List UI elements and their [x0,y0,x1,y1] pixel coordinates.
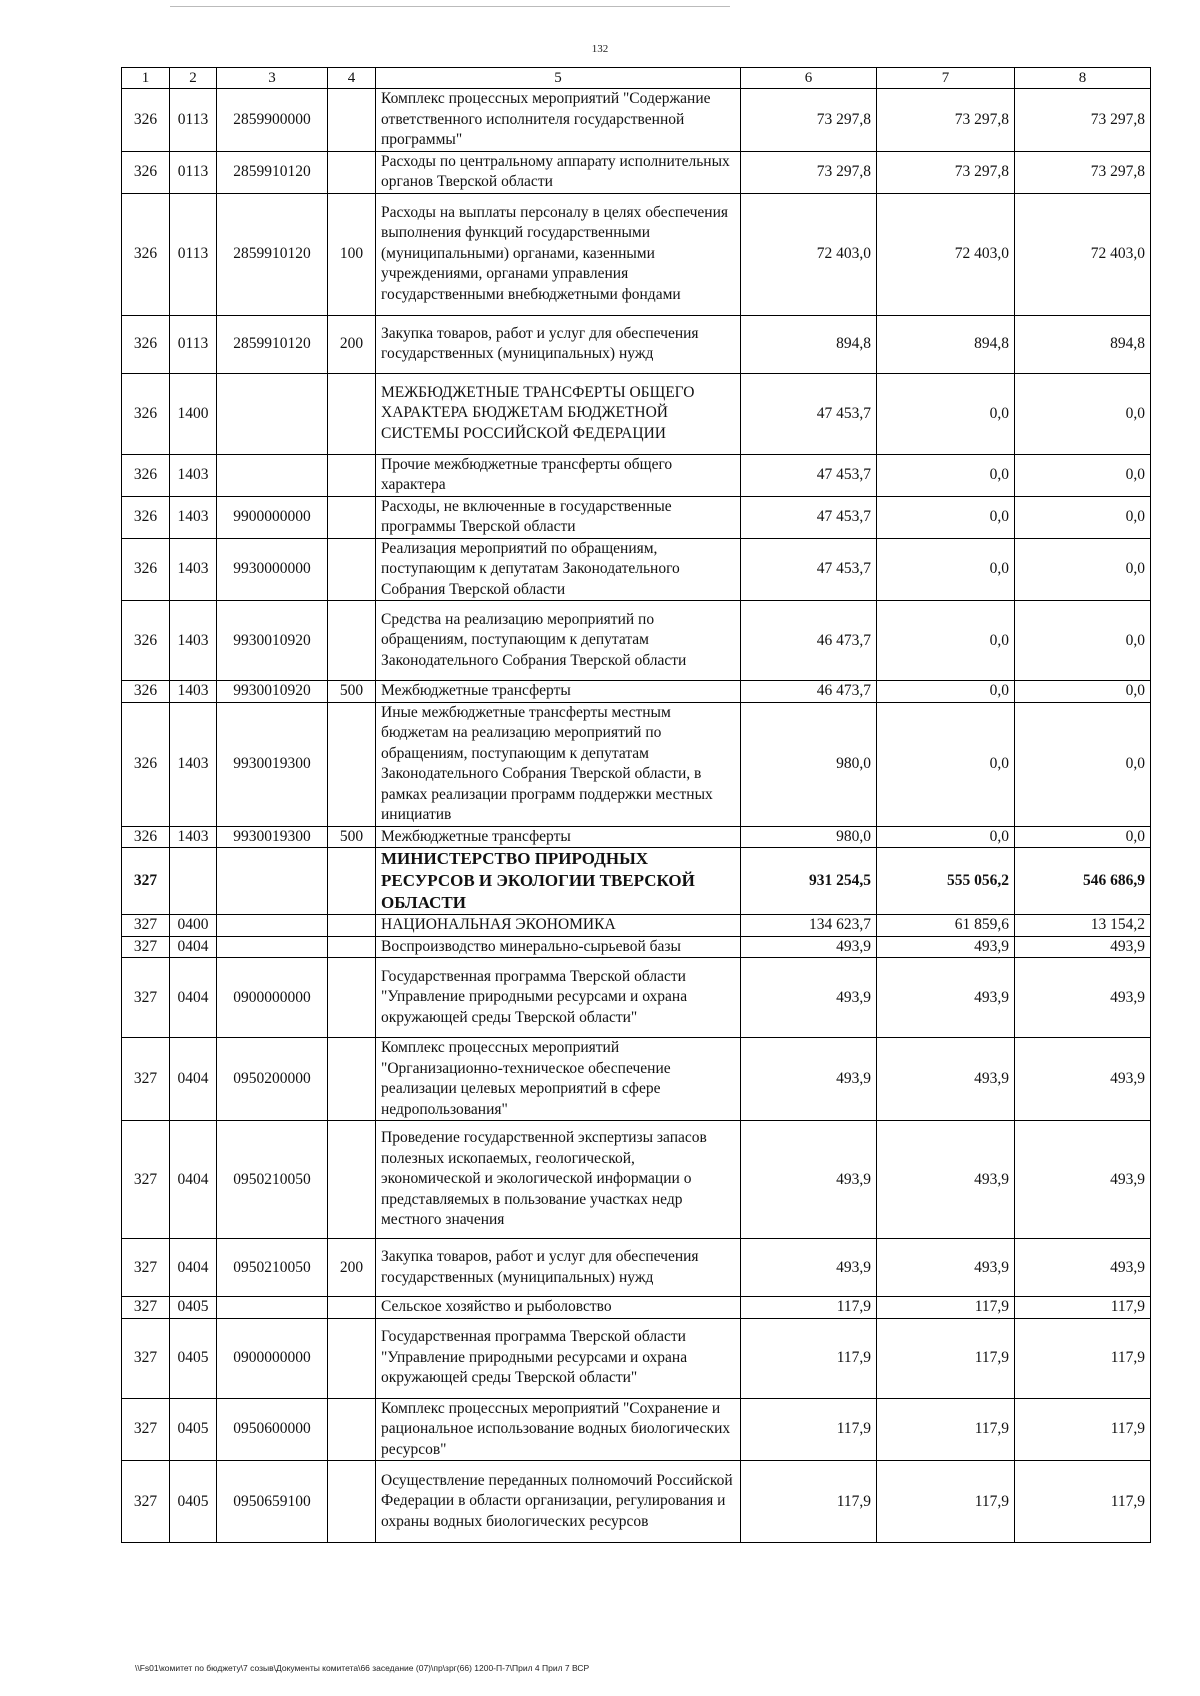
admin-code-cell: 326 [122,454,170,496]
table-row [122,848,1151,915]
section-code-cell: 0405 [170,1318,217,1398]
amount-col8-cell: 72 403,0 [1015,193,1151,315]
expense-type-cell [328,1038,376,1121]
description-cell: Государственная программа Тверской области "Управление природными ресурсами и охрана окружающей среды Тверской области" [376,958,741,1038]
amount-col6-cell: 47 453,7 [741,538,877,601]
file-path-footer: \\Fs01\комитет по бюджету\7 созыв\Документы комитета\66 заседание (07)\пр\зрг(66) 1200-П-7\Прил 4 Прил 7 ВСР [135,1663,590,1673]
amount-col8-cell: 0,0 [1015,601,1151,681]
section-code-cell: 0113 [170,315,217,373]
expense-type-cell [328,702,376,826]
column-header: 1 [122,68,170,89]
amount-col6-cell: 493,9 [741,1121,877,1239]
section-code-cell: 1403 [170,826,217,848]
section-code-cell: 0404 [170,958,217,1038]
amount-col8-cell: 0,0 [1015,538,1151,601]
amount-col7-cell: 0,0 [877,681,1015,703]
amount-col7-cell: 0,0 [877,373,1015,454]
amount-col8-cell: 117,9 [1015,1297,1151,1319]
amount-col8-cell: 546 686,9 [1015,848,1151,915]
admin-code-cell: 326 [122,601,170,681]
amount-col7-cell: 0,0 [877,496,1015,538]
expense-type-cell [328,915,376,937]
admin-code-cell: 327 [122,1297,170,1319]
column-number-row [122,68,1151,89]
description-cell: Реализация мероприятий по обращениям, поступающим к депутатам Законодательного Собрания Тверской области [376,538,741,601]
section-code-cell: 0113 [170,193,217,315]
amount-col7-cell: 0,0 [877,702,1015,826]
description-cell: Осуществление переданных полномочий Российской Федерации в области организации, регулирования и охраны водных биологических ресурсов [376,1461,741,1543]
expense-type-cell: 500 [328,826,376,848]
amount-col8-cell: 73 297,8 [1015,151,1151,193]
table-row [122,373,1151,454]
target-article-cell: 9930019300 [217,702,328,826]
description-cell: Воспроизводство минерально-сырьевой базы [376,936,741,958]
amount-col8-cell: 493,9 [1015,1239,1151,1297]
admin-code-cell: 326 [122,373,170,454]
amount-col8-cell: 894,8 [1015,315,1151,373]
admin-code-cell: 326 [122,151,170,193]
description-cell: Межбюджетные трансферты [376,681,741,703]
admin-code-cell: 327 [122,1038,170,1121]
description-cell: Сельское хозяйство и рыболовство [376,1297,741,1319]
amount-col6-cell: 47 453,7 [741,373,877,454]
amount-col8-cell: 0,0 [1015,454,1151,496]
target-article-cell [217,1297,328,1319]
description-cell: Прочие межбюджетные трансферты общего характера [376,454,741,496]
column-header: 8 [1015,68,1151,89]
admin-code-cell: 326 [122,315,170,373]
section-code-cell: 0404 [170,1121,217,1239]
target-article-cell: 0950200000 [217,1038,328,1121]
amount-col6-cell: 931 254,5 [741,848,877,915]
amount-col8-cell: 117,9 [1015,1398,1151,1461]
description-cell: Расходы, не включенные в государственные программы Тверской области [376,496,741,538]
amount-col7-cell: 493,9 [877,1239,1015,1297]
amount-col7-cell: 0,0 [877,538,1015,601]
amount-col8-cell: 0,0 [1015,373,1151,454]
amount-col7-cell: 72 403,0 [877,193,1015,315]
expense-type-cell [328,1398,376,1461]
description-cell: Закупка товаров, работ и услуг для обеспечения государственных (муниципальных) нужд [376,315,741,373]
amount-col7-cell: 61 859,6 [877,915,1015,937]
amount-col8-cell: 13 154,2 [1015,915,1151,937]
column-header: 5 [376,68,741,89]
table-row [122,1297,1151,1319]
target-article-cell: 9900000000 [217,496,328,538]
amount-col7-cell: 493,9 [877,936,1015,958]
amount-col7-cell: 117,9 [877,1398,1015,1461]
target-article-cell: 9930000000 [217,538,328,601]
description-cell: Комплекс процессных мероприятий "Содержание ответственного исполнителя государственной программы" [376,89,741,152]
budget-table [121,67,1151,1543]
target-article-cell [217,454,328,496]
section-code-cell: 1403 [170,454,217,496]
section-code-cell: 1403 [170,601,217,681]
expense-type-cell [328,1318,376,1398]
amount-col8-cell: 73 297,8 [1015,89,1151,152]
table-row [122,454,1151,496]
table-row [122,89,1151,152]
amount-col6-cell: 73 297,8 [741,151,877,193]
target-article-cell: 9930019300 [217,826,328,848]
expense-type-cell: 500 [328,681,376,703]
amount-col6-cell: 47 453,7 [741,454,877,496]
section-code-cell: 1400 [170,373,217,454]
expense-type-cell [328,373,376,454]
section-code-cell: 1403 [170,702,217,826]
description-cell: МИНИСТЕРСТВО ПРИРОДНЫХ РЕСУРСОВ И ЭКОЛОГИИ ТВЕРСКОЙ ОБЛАСТИ [376,848,741,915]
section-code-cell [170,848,217,915]
amount-col7-cell: 493,9 [877,1121,1015,1239]
admin-code-cell: 326 [122,826,170,848]
description-cell: Иные межбюджетные трансферты местным бюджетам на реализацию мероприятий по обращениям, поступающим к депутатам Законодательного Собрания Тверской области, в рамках реализации программ поддержки местных инициатив [376,702,741,826]
amount-col8-cell: 0,0 [1015,702,1151,826]
amount-col6-cell: 493,9 [741,936,877,958]
target-article-cell: 0950210050 [217,1121,328,1239]
table-row [122,826,1151,848]
amount-col8-cell: 493,9 [1015,936,1151,958]
expense-type-cell [328,848,376,915]
target-article-cell: 0950659100 [217,1461,328,1543]
admin-code-cell: 327 [122,1121,170,1239]
amount-col6-cell: 117,9 [741,1318,877,1398]
amount-col6-cell: 493,9 [741,1038,877,1121]
amount-col8-cell: 0,0 [1015,826,1151,848]
target-article-cell: 2859910120 [217,151,328,193]
description-cell: НАЦИОНАЛЬНАЯ ЭКОНОМИКА [376,915,741,937]
amount-col6-cell: 46 473,7 [741,681,877,703]
section-code-cell: 0405 [170,1461,217,1543]
amount-col7-cell: 117,9 [877,1461,1015,1543]
amount-col6-cell: 46 473,7 [741,601,877,681]
target-article-cell: 9930010920 [217,681,328,703]
section-code-cell: 1403 [170,538,217,601]
table-row [122,1121,1151,1239]
amount-col7-cell: 117,9 [877,1318,1015,1398]
table-row [122,601,1151,681]
target-article-cell: 0950600000 [217,1398,328,1461]
amount-col7-cell: 555 056,2 [877,848,1015,915]
target-article-cell: 9930010920 [217,601,328,681]
expense-type-cell [328,151,376,193]
admin-code-cell: 326 [122,496,170,538]
expense-type-cell [328,454,376,496]
expense-type-cell [328,936,376,958]
expense-type-cell: 200 [328,1239,376,1297]
table-row [122,151,1151,193]
section-code-cell: 0404 [170,936,217,958]
target-article-cell: 0950210050 [217,1239,328,1297]
section-code-cell: 1403 [170,681,217,703]
amount-col6-cell: 980,0 [741,702,877,826]
description-cell: Комплекс процессных мероприятий "Сохранение и рациональное использование водных биологических ресурсов" [376,1398,741,1461]
admin-code-cell: 326 [122,89,170,152]
amount-col6-cell: 117,9 [741,1398,877,1461]
table-body [122,89,1151,1543]
admin-code-cell: 327 [122,848,170,915]
expense-type-cell: 100 [328,193,376,315]
table-row [122,1239,1151,1297]
amount-col6-cell: 493,9 [741,1239,877,1297]
column-header: 4 [328,68,376,89]
table-row [122,681,1151,703]
amount-col7-cell: 0,0 [877,826,1015,848]
amount-col6-cell: 47 453,7 [741,496,877,538]
section-code-cell: 0113 [170,151,217,193]
admin-code-cell: 326 [122,538,170,601]
admin-code-cell: 327 [122,915,170,937]
description-cell: Расходы по центральному аппарату исполнительных органов Тверской области [376,151,741,193]
amount-col7-cell: 894,8 [877,315,1015,373]
table-row [122,958,1151,1038]
amount-col6-cell: 894,8 [741,315,877,373]
scan-top-line [170,6,730,7]
amount-col6-cell: 73 297,8 [741,89,877,152]
expense-type-cell [328,601,376,681]
description-cell: Закупка товаров, работ и услуг для обеспечения государственных (муниципальных) нужд [376,1239,741,1297]
amount-col7-cell: 0,0 [877,454,1015,496]
amount-col7-cell: 117,9 [877,1297,1015,1319]
expense-type-cell [328,1121,376,1239]
amount-col6-cell: 117,9 [741,1297,877,1319]
amount-col6-cell: 72 403,0 [741,193,877,315]
target-article-cell: 0900000000 [217,958,328,1038]
amount-col7-cell: 493,9 [877,1038,1015,1121]
table-row [122,496,1151,538]
section-code-cell: 0404 [170,1239,217,1297]
expense-type-cell [328,89,376,152]
amount-col7-cell: 493,9 [877,958,1015,1038]
amount-col7-cell: 73 297,8 [877,89,1015,152]
section-code-cell: 1403 [170,496,217,538]
target-article-cell: 0900000000 [217,1318,328,1398]
amount-col8-cell: 117,9 [1015,1461,1151,1543]
admin-code-cell: 326 [122,681,170,703]
admin-code-cell: 326 [122,193,170,315]
admin-code-cell: 327 [122,1318,170,1398]
expense-type-cell [328,1461,376,1543]
page-number: 132 [591,43,609,55]
admin-code-cell: 327 [122,1461,170,1543]
section-code-cell: 0113 [170,89,217,152]
description-cell: МЕЖБЮДЖЕТНЫЕ ТРАНСФЕРТЫ ОБЩЕГО ХАРАКТЕРА БЮДЖЕТАМ БЮДЖЕТНОЙ СИСТЕМЫ РОССИЙСКОЙ ФЕДЕРАЦИИ [376,373,741,454]
amount-col6-cell: 117,9 [741,1461,877,1543]
expense-type-cell [328,496,376,538]
description-cell: Средства на реализацию мероприятий по обращениям, поступающим к депутатам Законодательного Собрания Тверской области [376,601,741,681]
amount-col7-cell: 0,0 [877,601,1015,681]
amount-col6-cell: 493,9 [741,958,877,1038]
amount-col8-cell: 0,0 [1015,681,1151,703]
amount-col8-cell: 493,9 [1015,958,1151,1038]
admin-code-cell: 327 [122,958,170,1038]
amount-col8-cell: 493,9 [1015,1121,1151,1239]
table-row [122,1461,1151,1543]
target-article-cell: 2859900000 [217,89,328,152]
target-article-cell: 2859910120 [217,193,328,315]
section-code-cell: 0405 [170,1297,217,1319]
section-code-cell: 0400 [170,915,217,937]
expense-type-cell [328,1297,376,1319]
admin-code-cell: 327 [122,1398,170,1461]
description-cell: Расходы на выплаты персоналу в целях обеспечения выполнения функций государственными (муниципальными) органами, казенными учреждениями, органами управления государственными внебюджетными фондами [376,193,741,315]
amount-col8-cell: 493,9 [1015,1038,1151,1121]
column-header: 3 [217,68,328,89]
amount-col6-cell: 134 623,7 [741,915,877,937]
table-row [122,936,1151,958]
admin-code-cell: 327 [122,936,170,958]
table-row [122,1318,1151,1398]
table-row [122,315,1151,373]
description-cell: Межбюджетные трансферты [376,826,741,848]
expense-type-cell [328,958,376,1038]
table-row [122,193,1151,315]
target-article-cell [217,373,328,454]
section-code-cell: 0405 [170,1398,217,1461]
description-cell: Государственная программа Тверской области "Управление природными ресурсами и охрана окружающей среды Тверской области" [376,1318,741,1398]
amount-col7-cell: 73 297,8 [877,151,1015,193]
column-header: 6 [741,68,877,89]
admin-code-cell: 327 [122,1239,170,1297]
description-cell: Проведение государственной экспертизы запасов полезных ископаемых, геологической, экономической и экологической информации о представляемых в пользование участках недр местного значения [376,1121,741,1239]
amount-col8-cell: 117,9 [1015,1318,1151,1398]
section-code-cell: 0404 [170,1038,217,1121]
table-row [122,702,1151,826]
target-article-cell [217,936,328,958]
admin-code-cell: 326 [122,702,170,826]
table-row [122,1038,1151,1121]
target-article-cell [217,915,328,937]
amount-col8-cell: 0,0 [1015,496,1151,538]
table-row [122,1398,1151,1461]
table-row [122,538,1151,601]
expense-type-cell [328,538,376,601]
target-article-cell: 2859910120 [217,315,328,373]
column-header: 7 [877,68,1015,89]
column-header: 2 [170,68,217,89]
expense-type-cell: 200 [328,315,376,373]
description-cell: Комплекс процессных мероприятий "Организационно-техническое обеспечение реализации целевых мероприятий в сфере недропользования" [376,1038,741,1121]
table-row [122,915,1151,937]
target-article-cell [217,848,328,915]
amount-col6-cell: 980,0 [741,826,877,848]
